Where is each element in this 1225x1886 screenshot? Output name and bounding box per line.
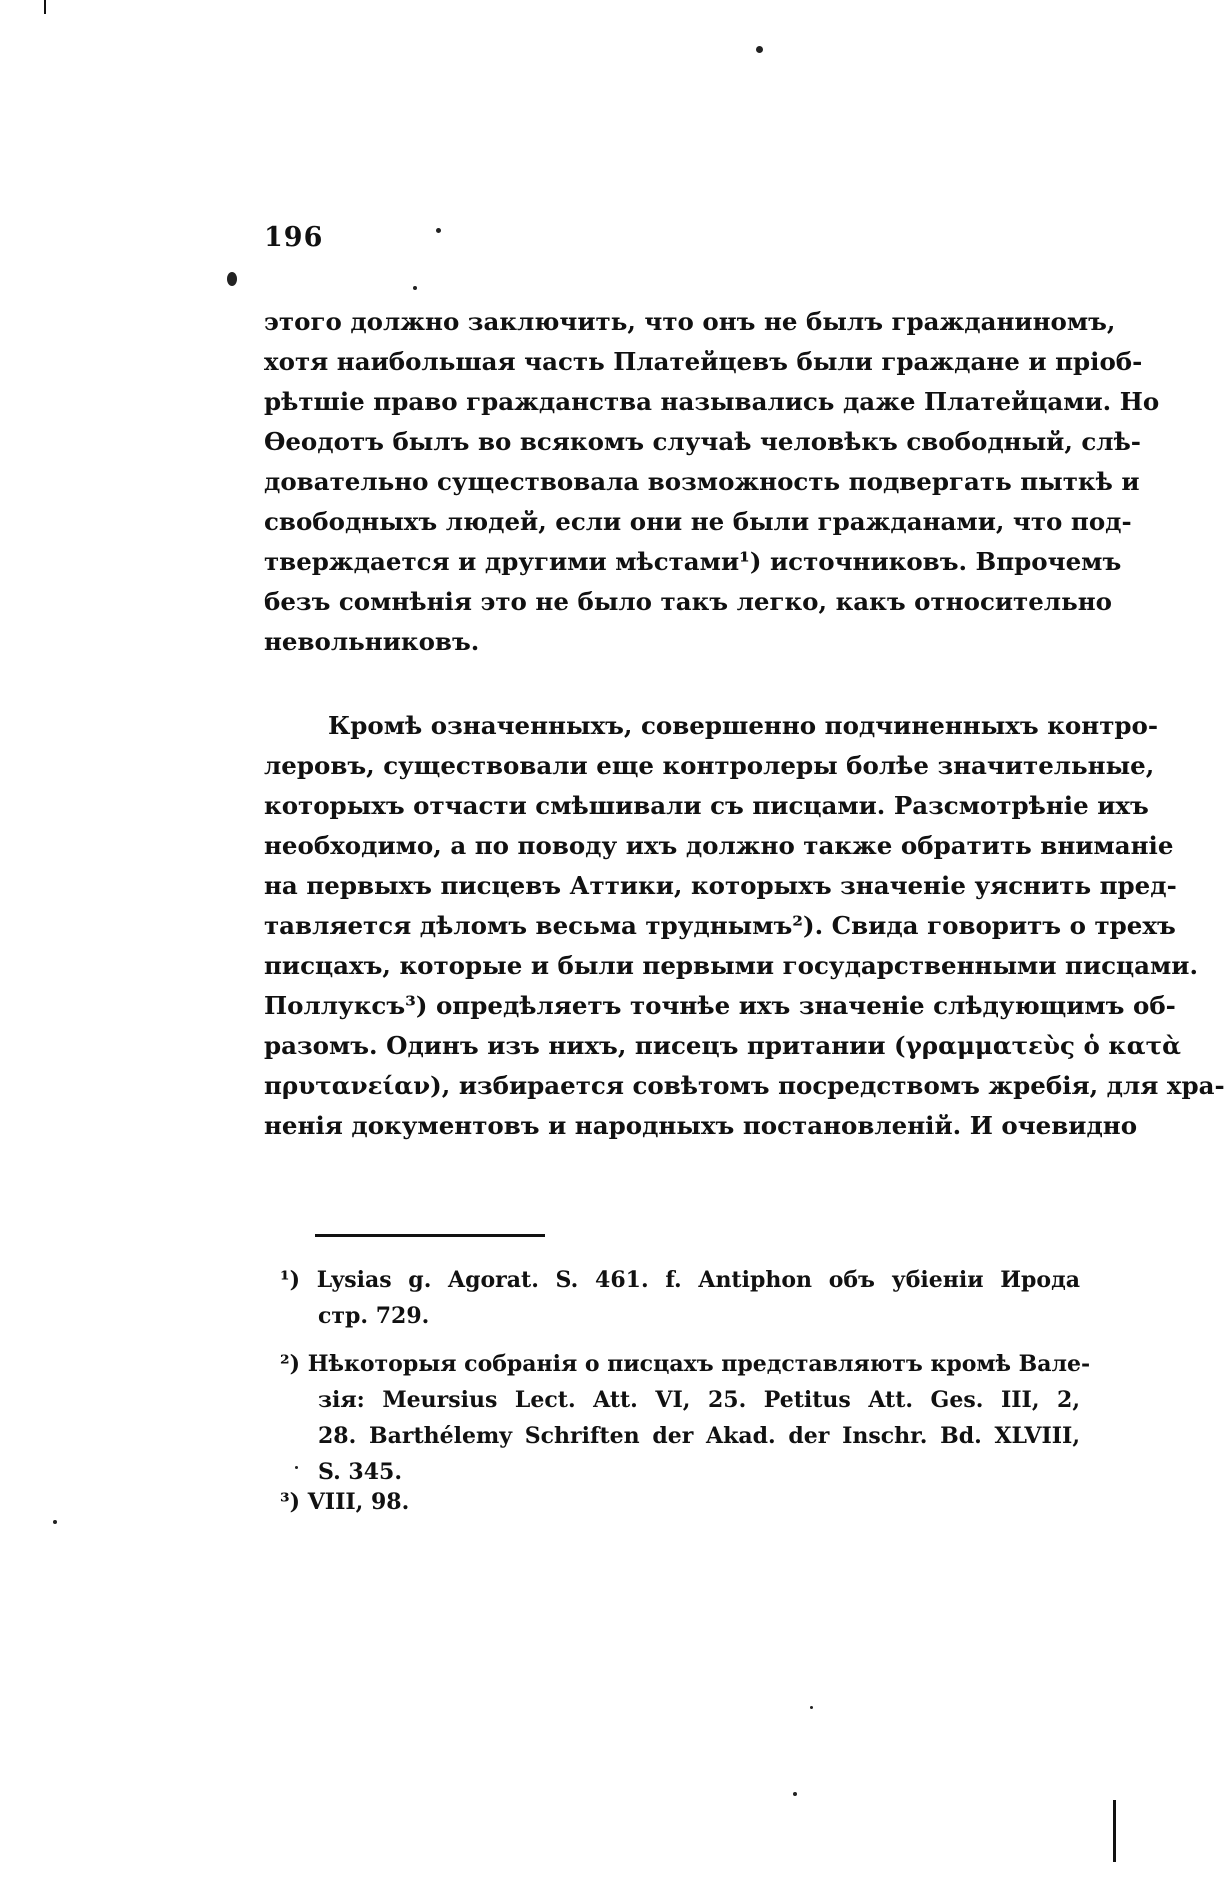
text-line: Поллуксъ³) опредѣляетъ точнѣе ихъ значеніе слѣдующимъ об- <box>264 991 1176 1020</box>
text-line: на первыхъ писцевъ Аттики, которыхъ значеніе уяснить пред- <box>264 871 1177 900</box>
text-line: тверждается и другими мѣстами¹) источниковъ. Впрочемъ <box>264 547 1122 576</box>
scan-speck <box>413 286 417 290</box>
footnote-line: ³) VIII, 98. <box>280 1489 410 1515</box>
text-line: довательно существовала возможность подвергать пыткѣ и <box>264 467 1140 496</box>
page-number: 196 <box>264 222 324 253</box>
scan-speck <box>793 1792 797 1796</box>
text-line: тавляется дѣломъ весьма труднымъ²). Свида говоритъ о трехъ <box>264 911 1176 940</box>
text-line: πρυτανείαν), избирается совѣтомъ посредствомъ жребія, для хра- <box>264 1071 1225 1100</box>
scan-edge-mark <box>1113 1800 1116 1862</box>
text-line: рѣтшіе право гражданства назывались даже Платейцами. Но <box>264 387 1160 416</box>
text-line: невольниковъ. <box>264 627 480 656</box>
footnote-divider <box>315 1234 545 1237</box>
scan-speck <box>436 228 441 233</box>
footnote-line: ²) Нѣкоторыя собранія о писцахъ представляютъ кромѣ Вале- <box>280 1351 1091 1377</box>
scan-speck <box>53 1520 57 1524</box>
scan-speck <box>756 46 763 53</box>
paragraph-2 <box>264 706 1225 1146</box>
footnote-line: S. 345. <box>318 1459 403 1485</box>
text-line: ненія документовъ и народныхъ постановленій. И очевидно <box>264 1111 1138 1140</box>
footnote-3 <box>280 1484 1080 1520</box>
scan-edge-mark <box>44 0 46 14</box>
footnote-1 <box>280 1262 1080 1334</box>
text-line: которыхъ отчасти смѣшивали съ писцами. Разсмотрѣніе ихъ <box>264 791 1149 820</box>
scan-speck <box>295 1466 298 1469</box>
footnote-2 <box>280 1346 1091 1490</box>
paragraph-1 <box>264 302 1160 662</box>
text-line: хотя наибольшая часть Платейцевъ были граждане и пріоб- <box>264 347 1143 376</box>
text-line: безъ сомнѣнія это не было такъ легко, какъ относительно <box>264 587 1112 616</box>
text-line: Ѳеодотъ былъ во всякомъ случаѣ человѣкъ свободный, слѣ- <box>264 427 1141 456</box>
scan-speck <box>810 1706 813 1709</box>
footnote-line: ¹) Lysias g. Agorat. S. 461. f. Antiphon объ убіеніи Ирода <box>280 1267 1080 1293</box>
text-line: леровъ, существовали еще контролеры болѣе значительные, <box>264 751 1155 780</box>
footnote-line: зія: Meursius Lect. Att. VI, 25. Petitus Att. Ges. III, 2, <box>318 1387 1080 1413</box>
text-line: свободныхъ людей, если они не были гражданами, что под- <box>264 507 1132 536</box>
text-line: Кромѣ означенныхъ, совершенно подчиненныхъ контро- <box>328 711 1159 740</box>
text-line: разомъ. Одинъ изъ нихъ, писецъ притании (γραμματεὺς ὁ κατὰ <box>264 1031 1181 1060</box>
text-line: этого должно заключить, что онъ не былъ гражданиномъ, <box>264 307 1116 336</box>
footnote-line: 28. Barthélemy Schriften der Akad. der Inschr. Bd. XLVIII, <box>318 1423 1080 1449</box>
footnote-line: стр. 729. <box>318 1303 430 1329</box>
text-line: необходимо, а по поводу ихъ должно также обратить вниманіе <box>264 831 1174 860</box>
text-line: писцахъ, которые и были первыми государственными писцами. <box>264 951 1199 980</box>
scan-speck <box>227 272 237 286</box>
